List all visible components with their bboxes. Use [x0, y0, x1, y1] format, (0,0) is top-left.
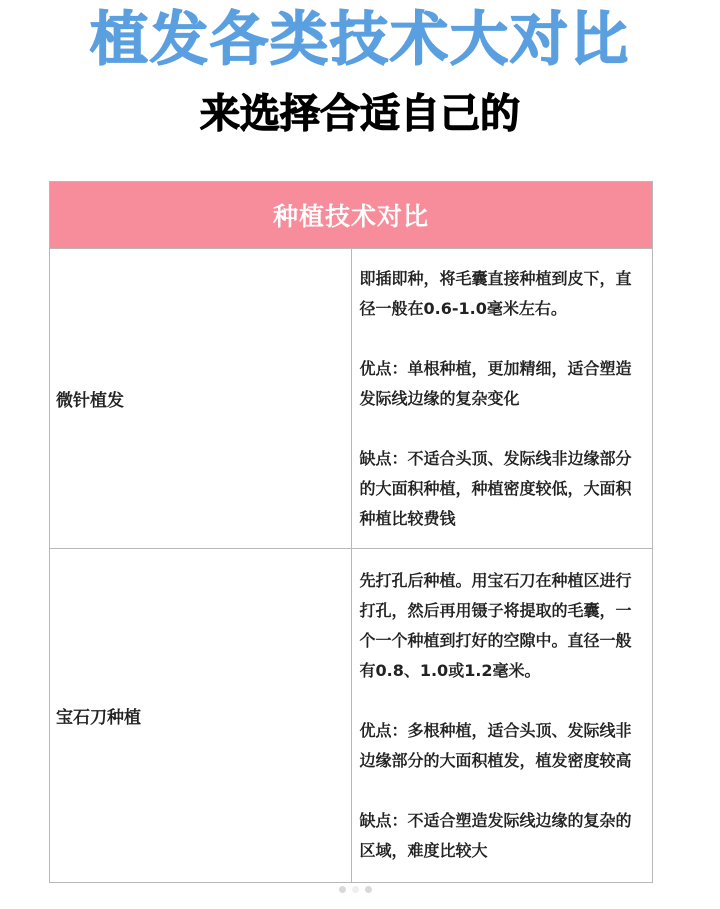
pros-paragraph: 优点：单根种植，更加精细，适合塑造发际线边缘的复杂变化 [359, 358, 632, 408]
pros-paragraph: 优点：多根种植，适合头顶、发际线非边缘部分的大面积植发，植发密度较高 [359, 720, 632, 770]
cons-paragraph: 缺点：不适合塑造发际线边缘的复杂的区域，难度比较大 [359, 810, 632, 860]
description-paragraph: 即插即种，将毛囊直接种植到皮下，直径一般在0.6-1.0毫米左右。 [359, 268, 632, 318]
table-row [50, 249, 653, 549]
page-indicator [339, 886, 372, 893]
technique-description [351, 249, 653, 549]
page-title: 植发各类技术大对比 [89, 5, 630, 73]
page-subtitle: 来选择合适自己的 [200, 91, 520, 137]
technique-name: 微针植发 [50, 249, 352, 549]
page-dot [339, 886, 346, 893]
page-dot [365, 886, 372, 893]
cons-paragraph: 缺点：不适合头顶、发际线非边缘部分的大面积种植，种植密度较低，大面积种植比较费钱 [359, 448, 632, 528]
table-row [50, 549, 653, 883]
page-dot [352, 886, 359, 893]
table-header-row [50, 182, 653, 249]
technique-name: 宝石刀种植 [50, 549, 352, 883]
comparison-table [49, 181, 653, 883]
table-header: 种植技术对比 [50, 182, 653, 249]
technique-description [351, 549, 653, 883]
description-paragraph: 先打孔后种植。用宝石刀在种植区进行打孔，然后再用镊子将提取的毛囊，一个一个种植到打好的空隙中。直径一般有0.8、1.0或1.2毫米。 [359, 570, 632, 680]
